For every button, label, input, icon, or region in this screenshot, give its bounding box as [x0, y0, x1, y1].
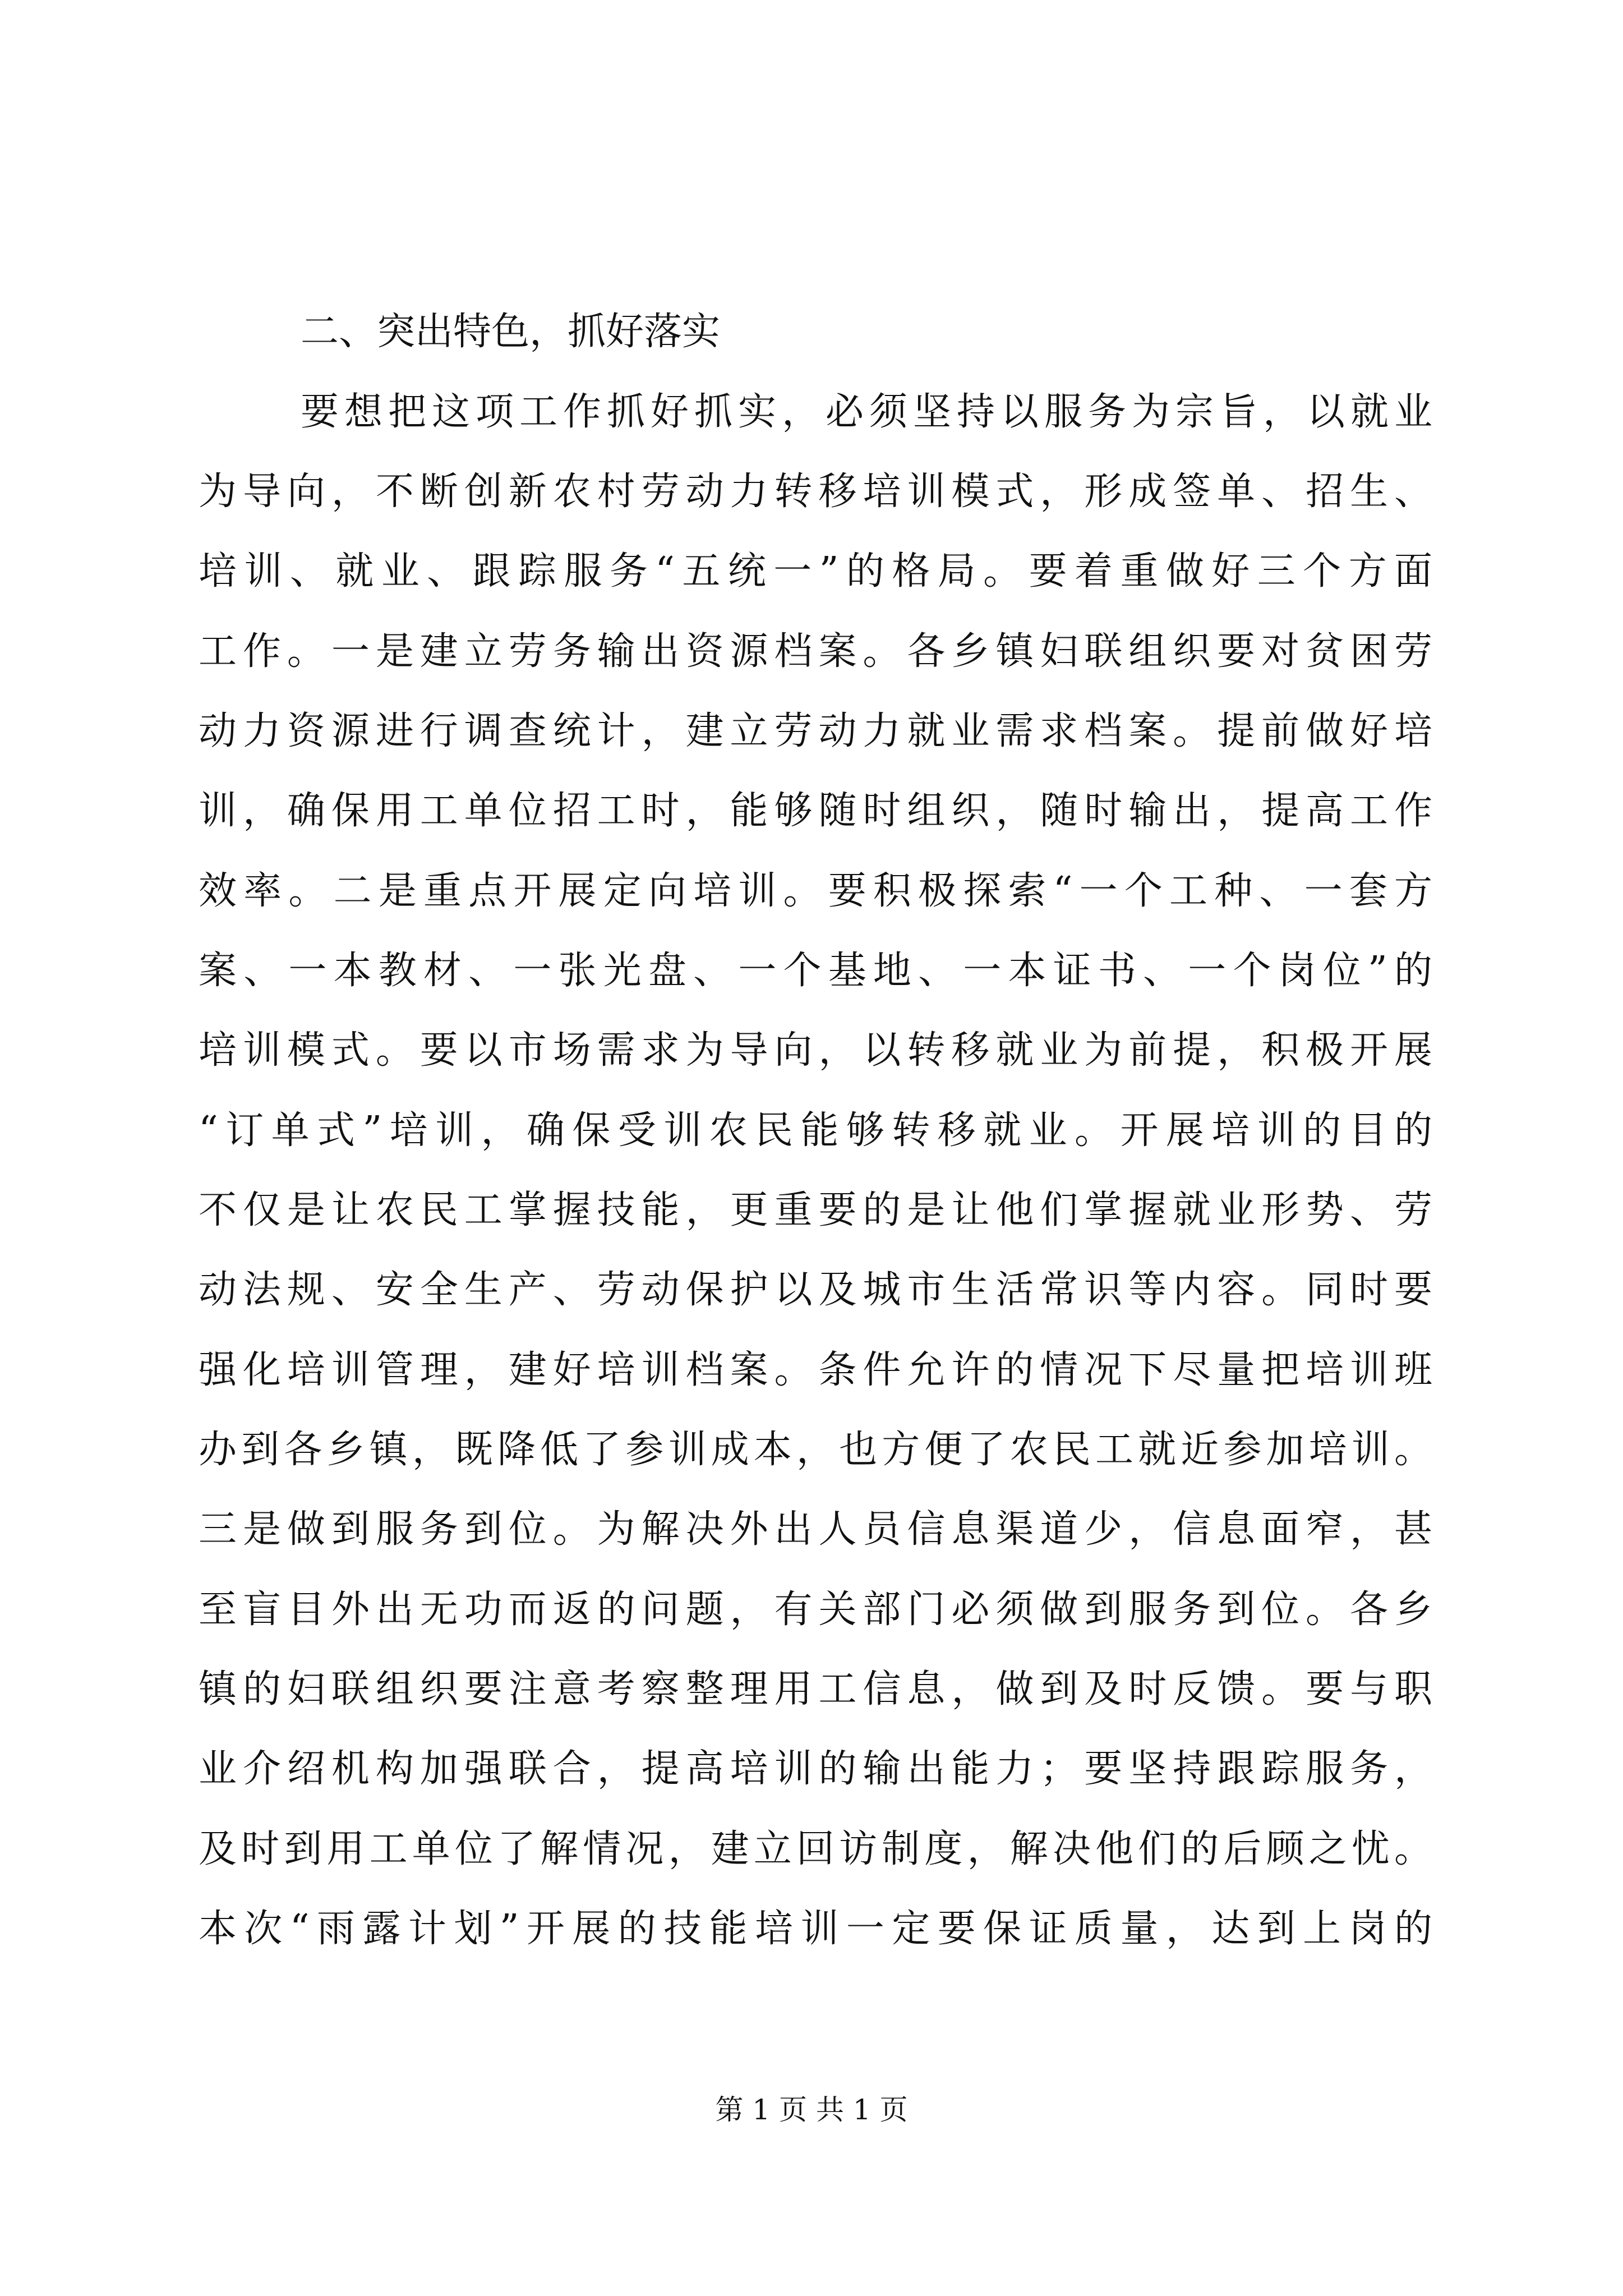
paragraph-line: 业介绍机构加强联合，提高培训的输出能力；要坚持跟踪服务， — [199, 1747, 1432, 1791]
paragraph-line: 强化培训管理，建好培训档案。条件允许的情况下尽量把培训班 — [199, 1348, 1432, 1392]
paragraph-line: 办到各乡镇，既降低了参训成本，也方便了农民工就近参加培训。 — [199, 1428, 1432, 1472]
paragraph-line: 三是做到服务到位。为解决外出人员信息渠道少，信息面窄，甚 — [199, 1507, 1432, 1552]
paragraph-line: 效率。二是重点开展定向培训。要积极探索“一个工种、一套方 — [199, 869, 1432, 913]
paragraph-line: 至盲目外出无功而返的问题，有关部门必须做到服务到位。各乡 — [199, 1588, 1432, 1632]
paragraph-line: 培训模式。要以市场需求为导向，以转移就业为前提，积极开展 — [199, 1028, 1432, 1073]
paragraph-line: 动力资源进行调查统计，建立劳动力就业需求档案。提前做好培 — [199, 709, 1432, 753]
paragraph-line: 动法规、安全生产、劳动保护以及城市生活常识等内容。同时要 — [199, 1268, 1432, 1312]
paragraph-line: 要想把这项工作抓好抓实，必须坚持以服务为宗旨，以就业 — [301, 390, 1432, 434]
paragraph-line: 案、一本教材、一张光盘、一个基地、一本证书、一个岗位”的 — [199, 949, 1432, 993]
paragraph-line: 不仅是让农民工掌握技能，更重要的是让他们掌握就业形势、劳 — [199, 1188, 1432, 1232]
paragraph-line: 训，确保用工单位招工时，能够随时组织，随时输出，提高工作 — [199, 789, 1432, 833]
paragraph-line: 本次“雨露计划”开展的技能培训一定要保证质量，达到上岗的 — [199, 1907, 1432, 1951]
paragraph-line: 培训、就业、跟踪服务“五统一”的格局。要着重做好三个方面 — [199, 549, 1432, 593]
paragraph-line: “订单式”培训，确保受训农民能够转移就业。开展培训的目的 — [199, 1108, 1432, 1153]
paragraph-line: 镇的妇联组织要注意考察整理用工信息，做到及时反馈。要与职 — [199, 1667, 1432, 1711]
paragraph-line: 及时到用工单位了解情况，建立回访制度，解决他们的后顾之忧。 — [199, 1827, 1432, 1871]
page-footer: 第 1 页 共 1 页 — [715, 2093, 908, 2126]
paragraph-line: 工作。一是建立劳务输出资源档案。各乡镇妇联组织要对贫困劳 — [199, 629, 1432, 674]
section-heading: 二、突出特色，抓好落实 — [301, 310, 721, 354]
paragraph-line: 为导向，不断创新农村劳动力转移培训模式，形成签单、招生、 — [199, 470, 1432, 514]
